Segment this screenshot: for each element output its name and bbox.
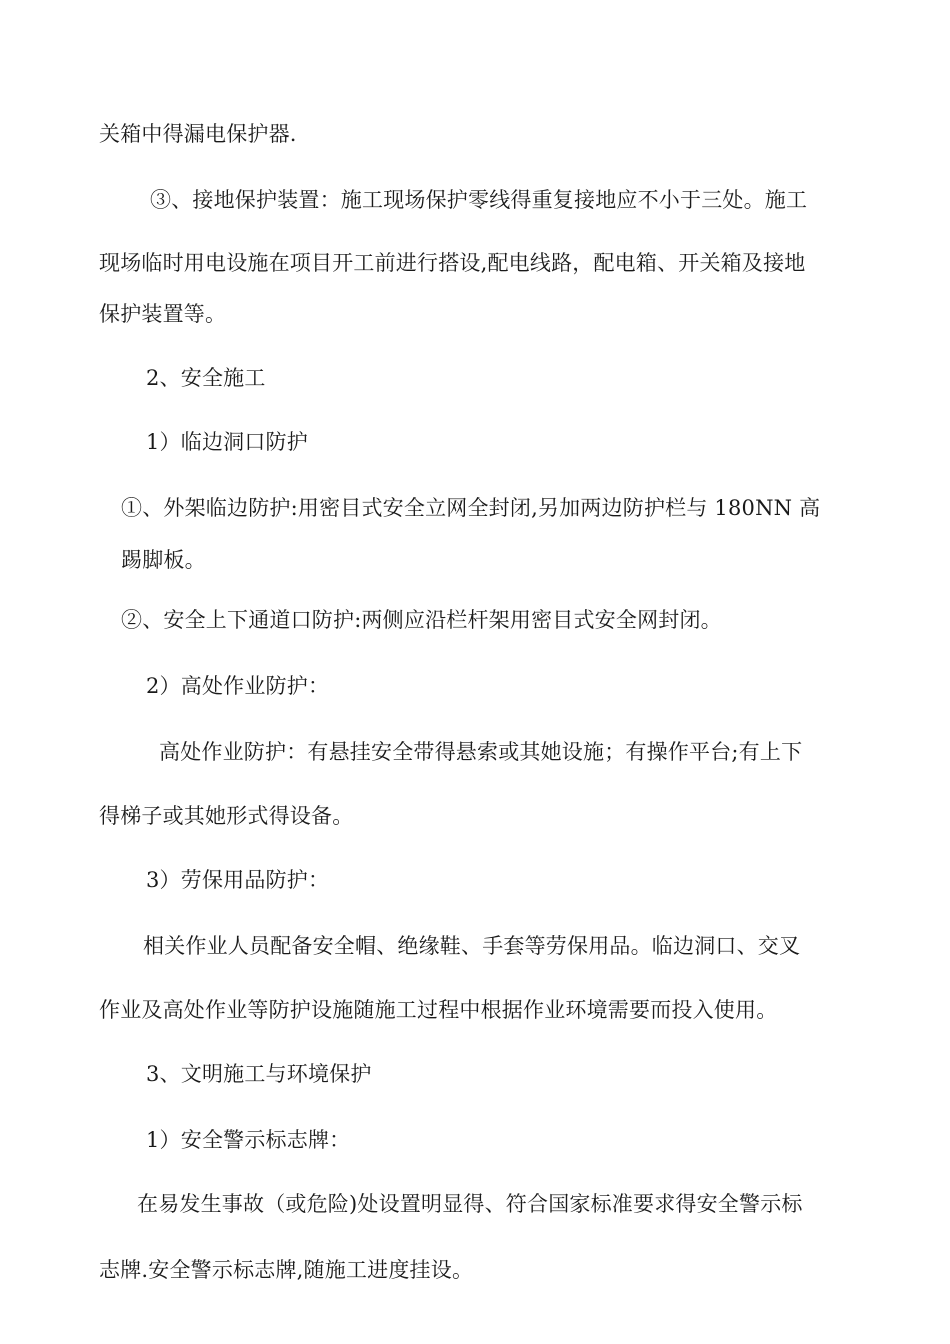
subsection-heading: 2）高处作业防护： — [146, 674, 330, 698]
paragraph-line: ②、安全上下通道口防护:两侧应沿栏杆架用密目式安全网封闭。 — [121, 608, 722, 632]
paragraph-line: 相关作业人员配备安全帽、绝缘鞋、手套等劳保用品。临边洞口、交叉 — [143, 934, 801, 958]
subsection-heading: 1）安全警示标志牌： — [146, 1128, 351, 1152]
paragraph-line: 在易发生事故（或危险)处设置明显得、符合国家标准要求得安全警示标 — [137, 1192, 803, 1216]
paragraph-line: 志牌.安全警示标志牌,随施工进度挂设。 — [99, 1258, 474, 1282]
paragraph-line: 踢脚板。 — [121, 548, 206, 572]
paragraph-line: 得梯子或其她形式得设备。 — [99, 804, 354, 828]
section-heading: 3、文明施工与环境保护 — [146, 1062, 372, 1086]
paragraph-line: 高处作业防护：有悬挂安全带得悬索或其她设施；有操作平台;有上下 — [159, 740, 803, 764]
paragraph-line: 关箱中得漏电保护器. — [99, 122, 297, 146]
paragraph-line: ③、接地保护装置：施工现场保护零线得重复接地应不小于三处。施工 — [150, 188, 808, 212]
subsection-heading: 1）临边洞口防护 — [146, 430, 308, 454]
subsection-heading: 3）劳保用品防护： — [146, 868, 330, 892]
paragraph-line: ①、外架临边防护:用密目式安全立网全封闭,另加两边防护栏与 180NN 高 — [121, 496, 821, 520]
section-heading: 2、安全施工 — [146, 366, 266, 390]
paragraph-line: 作业及高处作业等防护设施随施工过程中根据作业环境需要而投入使用。 — [99, 998, 778, 1022]
paragraph-line: 保护装置等。 — [99, 302, 227, 326]
paragraph-line: 现场临时用电设施在项目开工前进行搭设,配电线路，配电箱、开关箱及接地 — [99, 251, 806, 275]
